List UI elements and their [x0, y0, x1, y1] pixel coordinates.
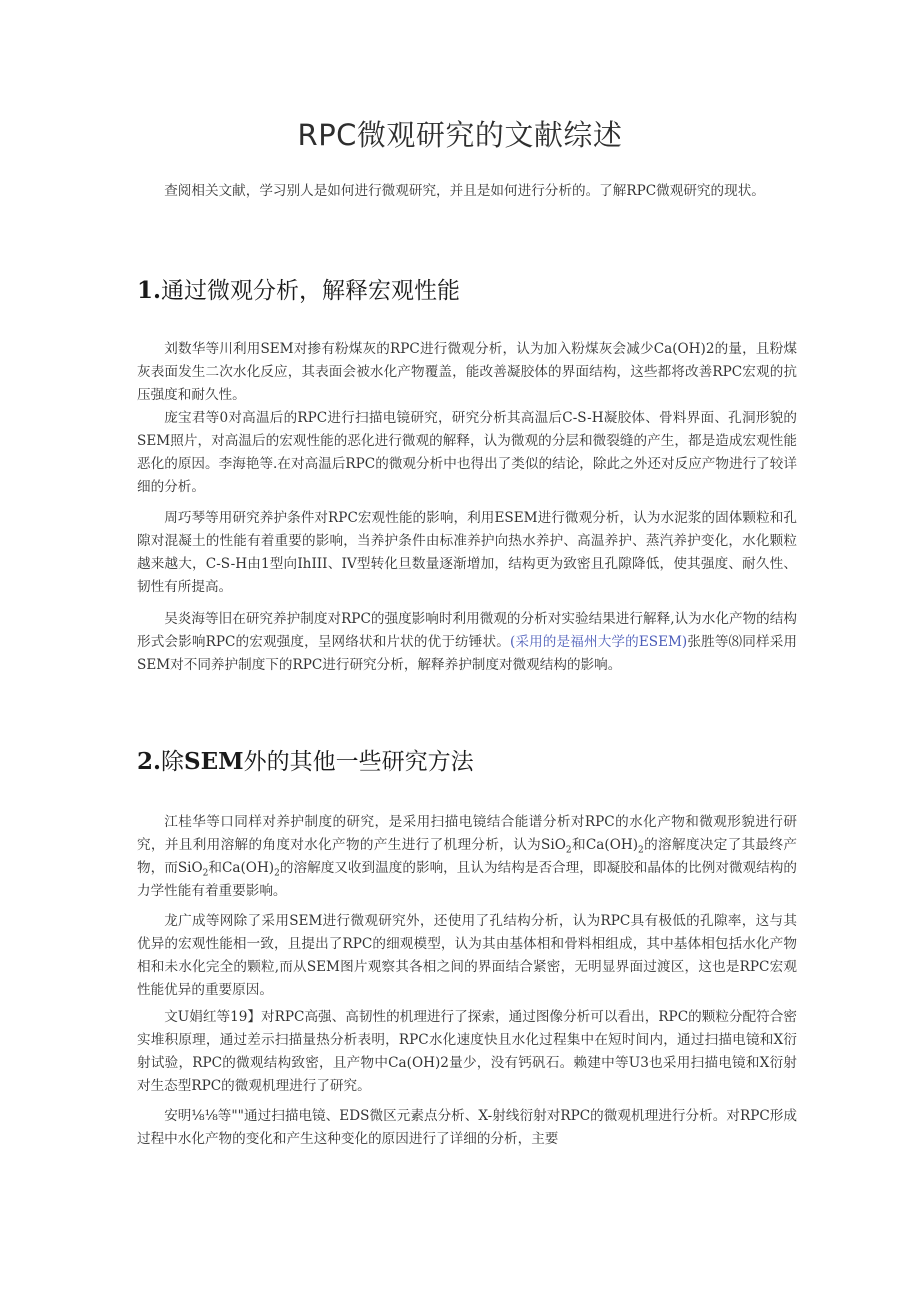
section2-p1-d: 和Ca(OH): [208, 860, 275, 876]
section1-title: 通过微观分析，解释宏观性能: [161, 278, 461, 304]
section2-p1-e: 的溶解度又收到温度的影响，且认为结构是否合理，即凝胶和晶体的比例对微观结构的力学性能有着重要影响。: [137, 860, 797, 899]
section2-p1-sub3: 2: [202, 868, 209, 879]
intro-paragraph: 查阅相关文献，学习别人是如何进行微观研究，并且是如何进行分析的。了解RPC微观研究的现状。: [164, 183, 765, 199]
section2-paragraph-3: 文U娟红等19】对RPC高强、高韧性的机理进行了探索，通过图像分析可以看出，RPC的颗粒分配符合密实堆积原理，通过差示扫描量热分析表明，RPC水化速度快且水化过程集中在短时间内，通过扫描电镜和X衍射试验，RPC的微观结构致密，且产物中Ca(OH)2量少，没有钙矾石。赖建中等U3也采用扫描电镜和X衍射对生态型RPC的微观机理进行了研究。: [137, 1009, 797, 1094]
section2-p1-sub4: 2: [274, 868, 280, 879]
section2-paragraph-2: 龙广成等网除了采用SEM进行微观研究外，还使用了孔结构分析，认为RPC具有极低的孔隙率，这与其优异的宏观性能相一致，且提出了RPC的细观模型，认为其由基体相和骨料相组成，其中基体相包括水化产物相和未水化完全的颗粒,而从SEM图片观察其各相之间的界面结合紧密，无明显界面过渡区，这也是RPC宏观性能优异的重要原因。: [137, 913, 797, 998]
esem-note: (采用的是福州大学的ESEM): [509, 634, 688, 650]
section1-paragraph-1: 刘数华等川利用SEM对掺有粉煤灰的RPC进行微观分析，认为加入粉煤灰会减少Ca(OH)2的量，且粉煤灰表面发生二次水化反应，其表面会被水化产物覆盖，能改善凝胶体的界面结构，这些都将改善RPC宏观的抗压强度和耐久性。: [137, 341, 797, 403]
document-title: RPC微观研究的文献综述: [297, 118, 623, 152]
section2-p1-b: 和Ca(OH): [571, 837, 638, 853]
section1-paragraph-4-text-b: 张胜等⑻同样采用SEM对不同养护制度下的RPC进行研究分析，解释养护制度对微观结构的影响。: [137, 634, 798, 673]
section2-number: 2.: [137, 748, 162, 775]
section1-paragraph-3: 周巧琴等用研究养护条件对RPC宏观性能的影响，利用ESEM进行微观分析，认为水泥浆的固体颗粒和孔隙对混凝土的性能有着重要的影响，当养护条件由标准养护向热水养护、高温养护、蒸汽养护变化，水化颗粒越来越大，C-S-H由1型向IhIII、IV型转化旦数量逐渐增加，结构更为致密且孔隙降低，使其强度、耐久性、韧性有所提高。: [137, 510, 797, 595]
section1-paragraph-4: [137, 608, 797, 677]
section2-p1-sub1: 2: [565, 845, 572, 856]
section2-title-sem: SEM: [184, 748, 244, 775]
section2-heading: [137, 743, 474, 776]
section1-paragraph-2: 庞宝君等0对高温后的RPC进行扫描电镜研究，研究分析其高温后C-S-H凝胶体、骨料界面、孔洞形貌的SEM照片，对高温后的宏观性能的恶化进行微观的解释，认为微观的分层和微裂缝的产生，都是造成宏观性能恶化的原因。李海艳等.在对高温后RPC的微观分析中也得出了类似的结论，除此之外还对反应产物进行了较详细的分析。: [137, 410, 797, 495]
section2-p1-a: 江桂华等口同样对养护制度的研究，是采用扫描电镜结合能谱分析对RPC的水化产物和微观形貌进行研究，并且利用溶解的角度对水化产物的产生进行了机理分析，认为SiO: [137, 814, 797, 853]
section2-title-pre: 除: [161, 749, 185, 775]
section1-number: 1.: [137, 277, 162, 304]
section2-title-post: 外的其他一些研究方法: [243, 749, 474, 775]
section1-heading: [137, 272, 460, 305]
section2-p1-sub2: 2: [638, 845, 644, 856]
section2-paragraph-1: [137, 811, 797, 903]
section2-paragraph-4: 安明⅛⅛等""通过扫描电镜、EDS微区元素点分析、X-射线衍射对RPC的微观机理进行分析。对RPC形成过程中水化产物的变化和产生这种变化的原因进行了详细的分析，主要: [137, 1108, 797, 1147]
section2-p1-c: 的溶解度决定了其最终产物，而SiO: [137, 837, 797, 876]
section1-paragraph-4-text-a: 吴炎海等旧在研究养护制度对RPC的强度影响时利用微观的分析对实验结果进行解释,认为水化产物的结构形式会影响RPC的宏观强度，呈网络状和片状的优于纺锤状。: [137, 611, 797, 650]
